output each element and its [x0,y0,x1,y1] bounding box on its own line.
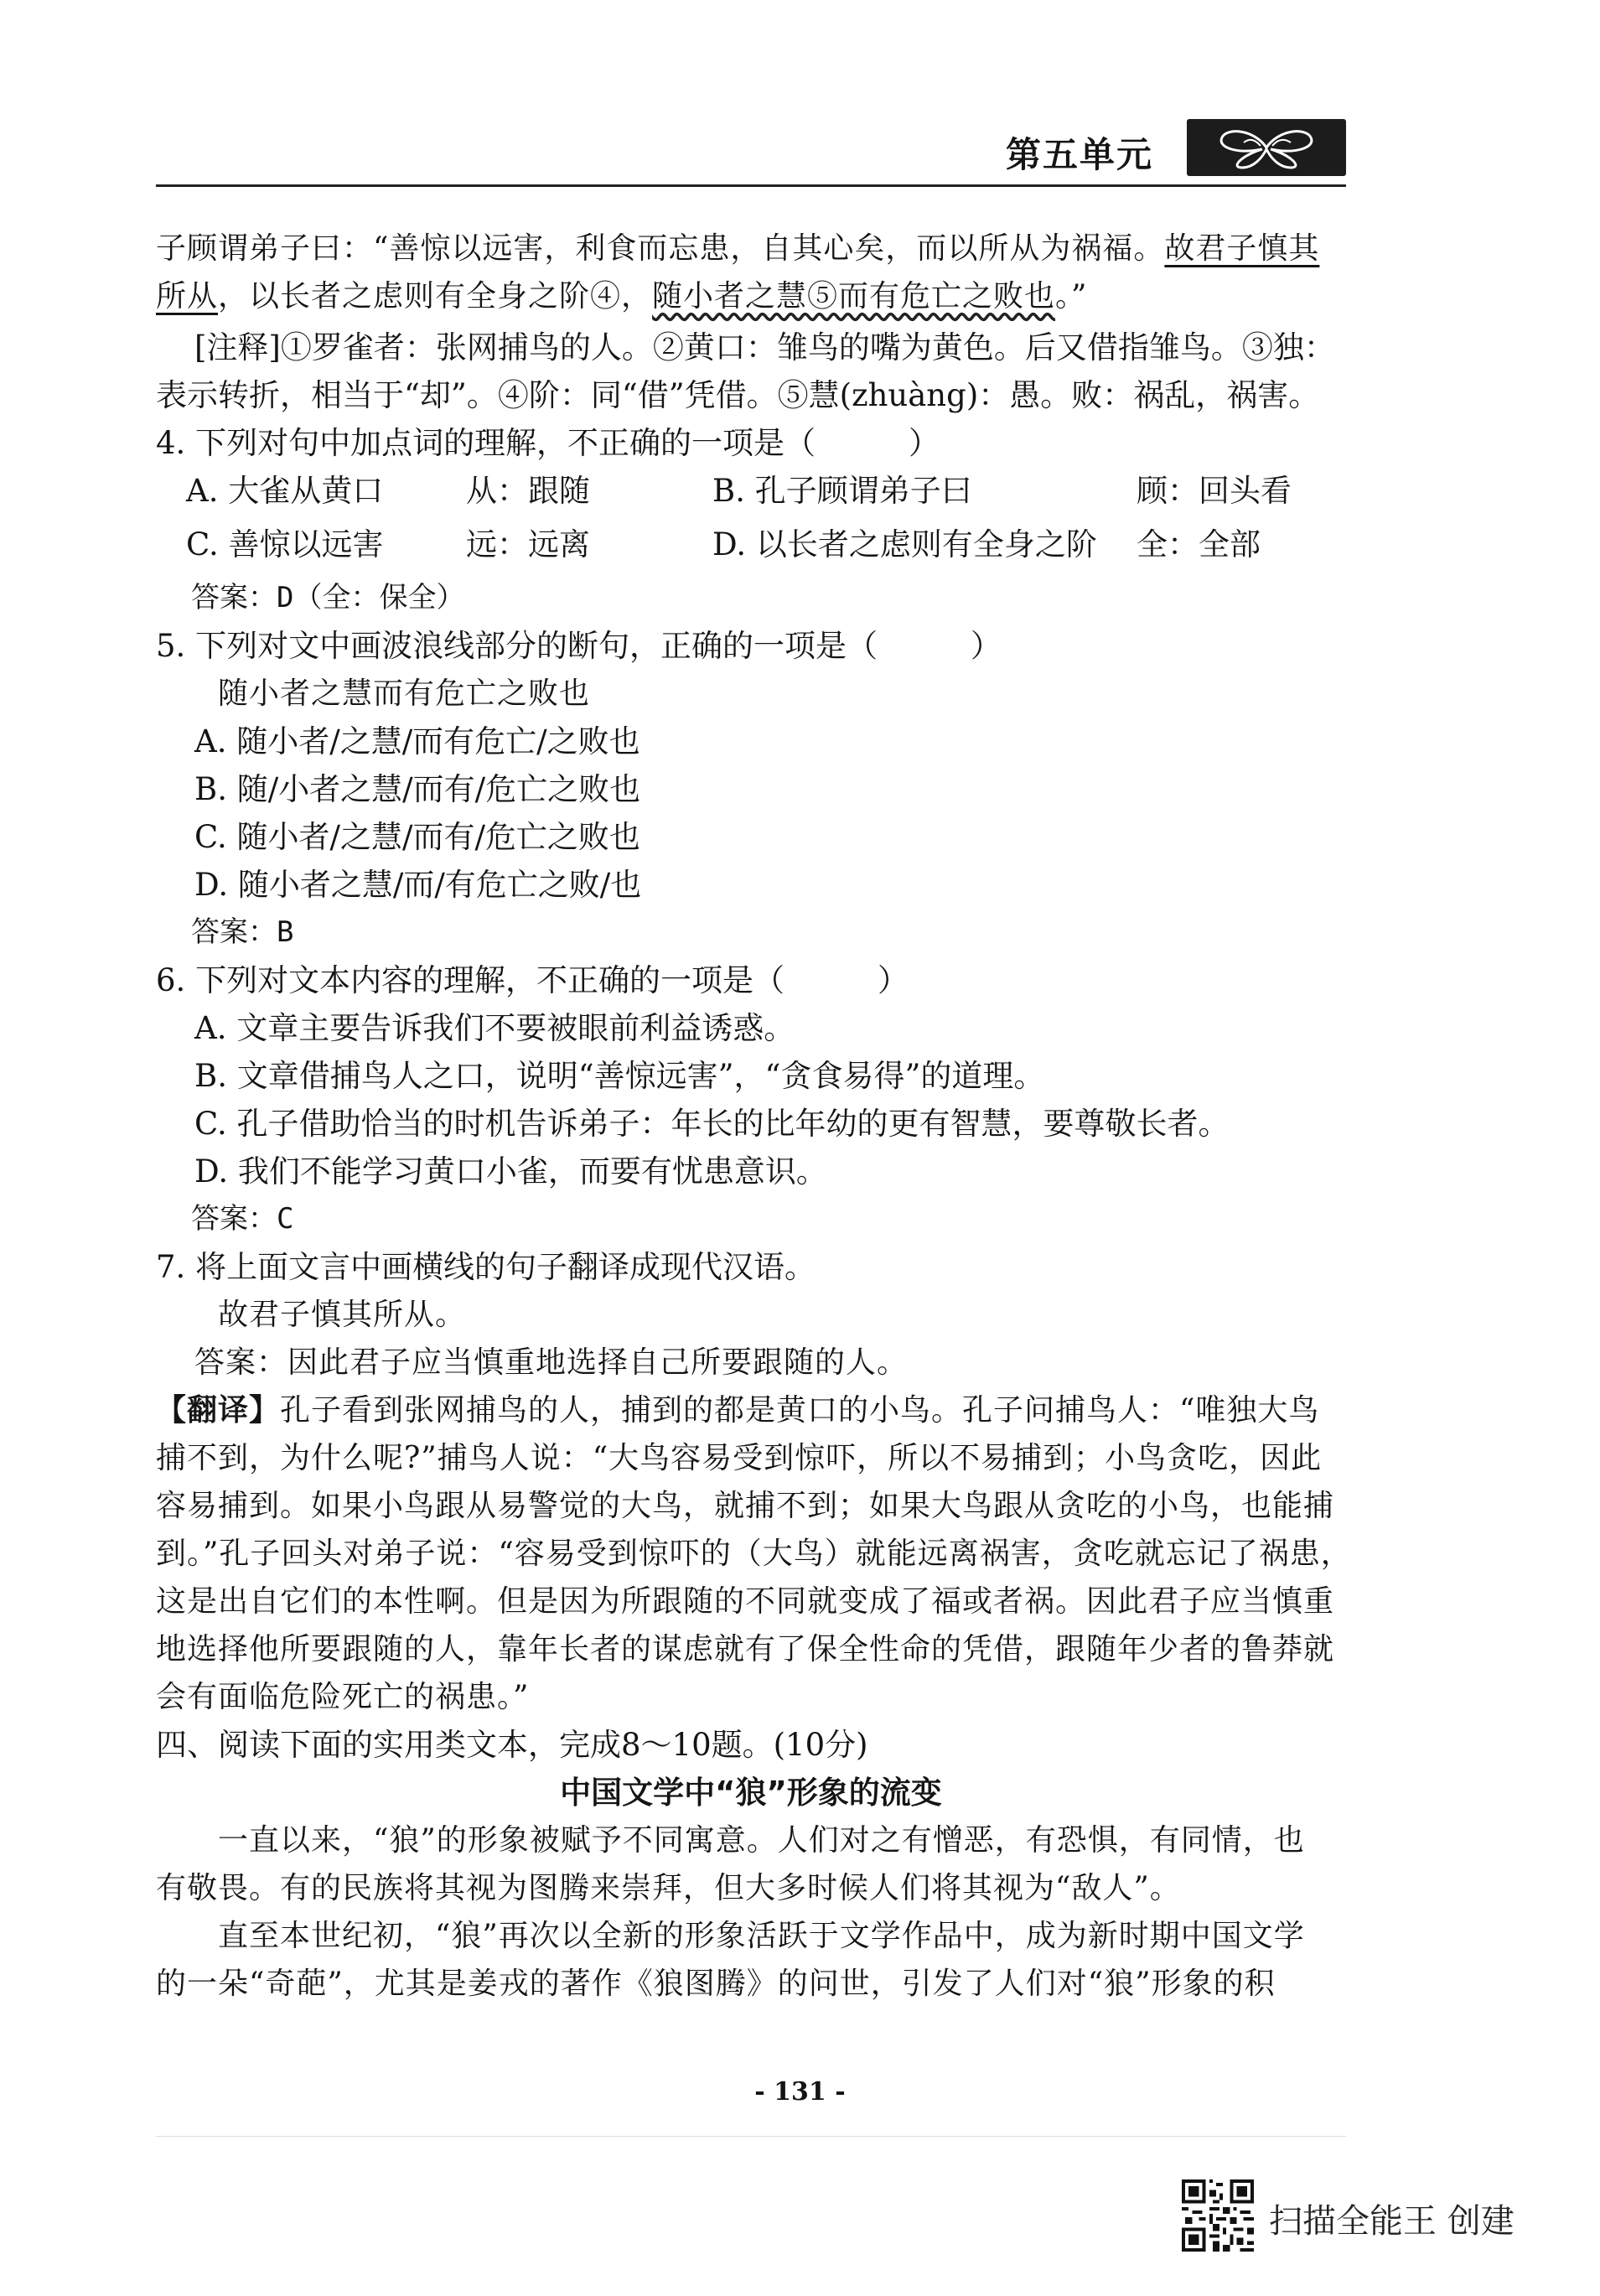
translation-line-7: 会有面临危险死亡的祸患。” [156,1680,530,1714]
wavy-sentence: 随小者之慧⑤而有危亡之败也 [652,279,1056,314]
q6-stem: 6. 下列对文本内容的理解，不正确的一项是（ ） [156,962,909,998]
q7-sentence: 故君子慎其所从。 [218,1298,467,1332]
q4-option-d: D. 以长者之虑则有全身之阶 [712,526,1097,562]
q4-option-c: C. 善惊以远害 [186,526,384,562]
translation-line-6: 地选择他所要跟随的人，靠年长者的谋虑就有了保全性命的凭借，跟随年少者的鲁莽就 [156,1632,1335,1666]
q6-option-b: B. 文章借捕鸟人之口，说明“善惊远害”，“贪食易得”的道理。 [194,1058,1045,1094]
section4-heading: 四、阅读下面的实用类文本，完成8～10题。(10分) [156,1727,868,1763]
watermark-text: 扫描全能王 创建 [1269,2202,1515,2241]
passage-line-1: 子顾谓弟子曰：“善惊以远害，利食而忘患，自其心矣，而以所从为祸福。故君子慎其 [156,231,1320,266]
translation-tag: 【翻译】 [156,1392,281,1428]
q7-stem: 7. 将上面文言中画横线的句子翻译成现代汉语。 [156,1249,816,1285]
article-para1-line2: 有敬畏。有的民族将其视为图腾来崇拜，但大多时候人们将其视为“敌人”。 [156,1871,1181,1905]
page-header [156,119,1346,186]
q4-option-b-gloss: 顾：回头看 [1137,473,1292,509]
article-para2-line1: 直至本世纪初，“狼”再次以全新的形象活跃于文学作品中，成为新时期中国文学 [218,1919,1305,1953]
notes-line-2: 表示转折，相当于“却”。④阶：同“借”凭借。⑤慧(zhuàng)：愚。败：祸乱，祸害。 [156,377,1320,413]
article-para1-line1: 一直以来，“狼”的形象被赋予不同寓意。人们对之有憎恶，有恐惧，有同情，也 [218,1823,1305,1858]
q4-options-row-2 [156,521,1346,574]
translation-line-5: 这是出自它们的本性啊。但是因为所跟随的不同就变成了福或者祸。因此君子应当慎重 [156,1584,1335,1619]
unit-title: 第五单元 [1005,134,1153,175]
q4-answer: 答案：D（全：保全） [191,581,465,614]
q4-option-d-gloss: 全：全部 [1137,526,1261,562]
q4-option-a-gloss: 从：跟随 [466,473,590,509]
q4-options-row-1 [156,467,1346,521]
q5-option-d: D. 随小者之慧/而/有危亡之败/也 [194,867,642,903]
page-number: - 131 - [754,2077,846,2107]
q6-option-d: D. 我们不能学习黄口小雀，而要有忧患意识。 [194,1153,827,1189]
translation-line-4: 到。”孔子回头对弟子说：“容易受到惊吓的（大鸟）就能远离祸害，贪吃就忘记了祸患， [156,1537,1352,1571]
q5-option-a: A. 随小者/之慧/而有危亡/之败也 [194,723,640,759]
notes-line-1: [注释]①罗雀者：张网捕鸟的人。②黄口：雏鸟的嘴为黄色。后又借指雏鸟。③独： [194,329,1335,365]
q4-option-b: B. 孔子顾谓弟子曰 [712,473,972,509]
article-title: 中国文学中“狼”形象的流变 [560,1775,942,1811]
q6-option-a: A. 文章主要告诉我们不要被眼前利益诱惑。 [194,1010,795,1046]
q6-answer: 答案：C [191,1202,294,1236]
header-divider [156,184,1346,187]
footer-divider [156,2136,1346,2137]
q7-answer: 答案：因此君子应当慎重地选择自己所要跟随的人。 [194,1345,909,1380]
butterfly-logo-icon [1187,119,1346,176]
translation-line-2: 捕不到，为什么呢?”捕鸟人说：“大鸟容易受到惊吓，所以不易捕到；小鸟贪吃，因此 [156,1441,1323,1475]
q5-answer: 答案：B [191,915,294,949]
translation-line-3: 容易捕到。如果小鸟跟从易警觉的大鸟，就捕不到；如果大鸟跟从贪吃的小鸟，也能捕 [156,1489,1335,1523]
translation-line-1: 【翻译】孔子看到张网捕鸟的人，捕到的都是黄口的小鸟。孔子问捕鸟人：“唯独大鸟 [156,1392,1320,1428]
qr-code-icon [1182,2179,1254,2252]
q5-option-c: C. 随小者/之慧/而有/危亡之败也 [194,819,640,855]
q6-option-c: C. 孔子借助恰当的时机告诉弟子：年长的比年幼的更有智慧，要尊敬长者。 [194,1106,1230,1142]
article-para2-line2: 的一朵“奇葩”，尤其是姜戎的著作《狼图腾》的问世，引发了人们对“狼”形象的积 [156,1967,1276,2001]
passage-line-2: 所从，以长者之虑则有全身之阶④，随小者之慧⑤而有危亡之败也。” [156,279,1088,314]
q4-stem: 4. 下列对句中加点词的理解，不正确的一项是（ ） [156,425,940,461]
q5-sentence: 随小者之慧而有危亡之败也 [218,676,591,711]
q4-option-a: A. 大雀从黄口 [186,473,384,509]
q4-option-c-gloss: 远：远离 [466,526,590,562]
q5-stem: 5. 下列对文中画波浪线部分的断句，正确的一项是（ ） [156,628,1002,664]
q5-option-b: B. 随/小者之慧/而有/危亡之败也 [194,771,641,807]
underlined-sentence-part-1: 故君子慎其 [1164,231,1320,266]
page-content [156,225,1352,2008]
underlined-sentence-part-2: 所从 [156,279,219,314]
